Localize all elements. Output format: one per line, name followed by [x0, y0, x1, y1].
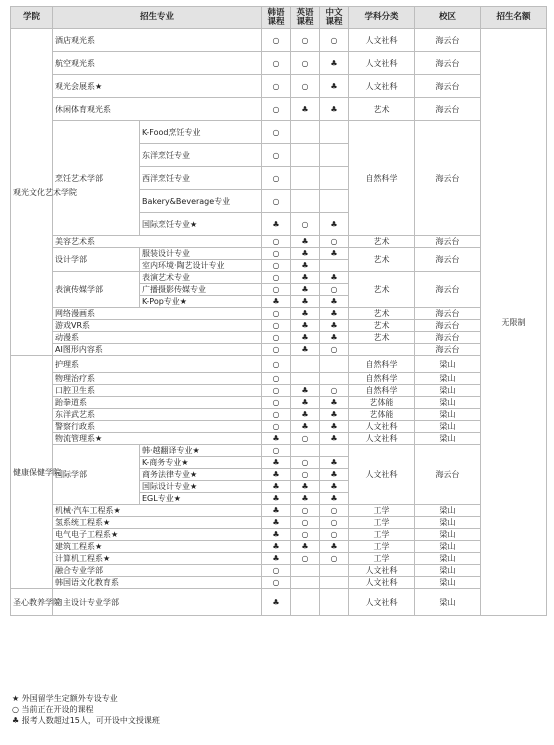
department-name: 口腔卫生系 [53, 385, 262, 397]
korean-course-mark: ♣ [262, 529, 291, 541]
english-course-mark: ♣ [291, 385, 320, 397]
english-course-mark: ○ [291, 457, 320, 469]
campus-name: 海云台 [415, 52, 481, 75]
subject-category: 自然科学 [349, 356, 415, 373]
english-course-mark [291, 356, 320, 373]
chinese-course-mark: ♣ [320, 469, 349, 481]
subject-category: 自然科学 [349, 373, 415, 385]
admission-table [10, 6, 547, 616]
header-subject-category: 学科分类 [349, 7, 415, 29]
major-name: 东洋烹饪专业 [140, 144, 262, 167]
chinese-course-mark: ○ [320, 344, 349, 356]
korean-course-mark: ○ [262, 332, 291, 344]
table-row [11, 541, 547, 553]
department-name: 氢系统工程系★ [53, 517, 262, 529]
korean-course-mark: ○ [262, 121, 291, 144]
chinese-course-mark: ○ [320, 553, 349, 565]
chinese-course-mark [320, 589, 349, 616]
campus-name: 海云台 [415, 248, 481, 272]
department-name: 烹饪艺术学部 [53, 121, 140, 236]
korean-course-mark: ○ [262, 144, 291, 167]
chinese-course-mark: ♣ [320, 493, 349, 505]
department-name: 观光会展系★ [53, 75, 262, 98]
campus-name: 海云台 [415, 308, 481, 320]
english-course-mark: ○ [291, 29, 320, 52]
campus-name: 海云台 [415, 75, 481, 98]
subject-category: 人文社科 [349, 589, 415, 616]
subject-category: 人文社科 [349, 421, 415, 433]
major-name: 国际烹饪专业★ [140, 213, 262, 236]
table-row [11, 121, 547, 144]
subject-category: 人文社科 [349, 75, 415, 98]
korean-course-mark: ♣ [262, 493, 291, 505]
english-course-mark [291, 589, 320, 616]
campus-name: 海云台 [415, 332, 481, 344]
subject-category: 工学 [349, 517, 415, 529]
english-course-mark: ○ [291, 469, 320, 481]
chinese-course-mark: ♣ [320, 248, 349, 260]
department-name: 表演传媒学部 [53, 272, 140, 308]
subject-category: 艺术 [349, 248, 415, 272]
chinese-course-mark: ♣ [320, 409, 349, 421]
major-name: Bakery&Beverage专业 [140, 190, 262, 213]
college-name: 观光文化艺术学院 [11, 29, 53, 356]
korean-course-mark: ○ [262, 397, 291, 409]
korean-course-mark: ○ [262, 308, 291, 320]
department-name: 融合专业学部 [53, 565, 262, 577]
english-course-mark [291, 167, 320, 190]
table-row [11, 385, 547, 397]
note-star: ★ 外国留学生定额外专设专业 [12, 694, 118, 703]
korean-course-mark: ○ [262, 320, 291, 332]
chinese-course-mark: ♣ [320, 308, 349, 320]
english-course-mark: ○ [291, 213, 320, 236]
english-course-mark: ♣ [291, 308, 320, 320]
campus-name: 梁山 [415, 421, 481, 433]
header-quota: 招生名额 [481, 7, 547, 29]
korean-course-mark: ♣ [262, 433, 291, 445]
table-row [11, 320, 547, 332]
korean-course-mark: ○ [262, 373, 291, 385]
major-name: 国际设计专业★ [140, 481, 262, 493]
korean-course-mark: ♣ [262, 469, 291, 481]
department-name: 休闲体育观光系 [53, 98, 262, 121]
table-row [11, 248, 547, 260]
english-course-mark: ♣ [291, 409, 320, 421]
table-row [11, 577, 547, 589]
note-circle: ○ 当前正在开设的课程 [12, 705, 94, 714]
english-course-mark: ♣ [291, 332, 320, 344]
english-course-mark: ○ [291, 505, 320, 517]
note-club: ♣ 报考人数超过15人，可开设中文授课班 [12, 716, 160, 725]
department-name: 游戏VR系 [53, 320, 262, 332]
campus-name: 梁山 [415, 385, 481, 397]
campus-name: 梁山 [415, 589, 481, 616]
chinese-course-mark: ○ [320, 385, 349, 397]
chinese-course-mark: ♣ [320, 320, 349, 332]
department-name: 物理治疗系 [53, 373, 262, 385]
college-name: 健康保健学院 [11, 356, 53, 589]
table-row [11, 445, 547, 457]
subject-category: 艺术 [349, 308, 415, 320]
major-name: K-商务专业★ [140, 457, 262, 469]
chinese-course-mark: ○ [320, 505, 349, 517]
chinese-course-mark: ♣ [320, 421, 349, 433]
chinese-course-mark: ♣ [320, 75, 349, 98]
major-name: 商务法律专业★ [140, 469, 262, 481]
table-row [11, 565, 547, 577]
english-course-mark [291, 373, 320, 385]
chinese-course-mark: ○ [320, 284, 349, 296]
subject-category: 工学 [349, 529, 415, 541]
campus-name: 海云台 [415, 236, 481, 248]
subject-category: 艺术 [349, 236, 415, 248]
department-name: 跆拳道系 [53, 397, 262, 409]
legend-notes [12, 693, 160, 726]
chinese-course-mark [320, 445, 349, 457]
table-row [11, 397, 547, 409]
department-name: 网络漫画系 [53, 308, 262, 320]
english-course-mark [291, 565, 320, 577]
subject-category: 人文社科 [349, 577, 415, 589]
chinese-course-mark: ♣ [320, 397, 349, 409]
department-name: 物流管理系★ [53, 433, 262, 445]
table-row [11, 421, 547, 433]
table-row [11, 505, 547, 517]
quota-value: 无限制 [481, 29, 547, 616]
department-name: 建筑工程系★ [53, 541, 262, 553]
major-name: 广播摄影传媒专业 [140, 284, 262, 296]
korean-course-mark: ○ [262, 284, 291, 296]
korean-course-mark: ♣ [262, 589, 291, 616]
english-course-mark [291, 577, 320, 589]
table-row [11, 308, 547, 320]
department-name: 计算机工程系★ [53, 553, 262, 565]
header-korean-course: 韩语课程 [262, 7, 291, 29]
korean-course-mark: ○ [262, 344, 291, 356]
department-name: 韩国语文化教育系 [53, 577, 262, 589]
college-name: 圣心教养学院 [11, 589, 53, 616]
chinese-course-mark [320, 577, 349, 589]
department-name: 自主设计专业学部 [53, 589, 262, 616]
korean-course-mark: ○ [262, 385, 291, 397]
chinese-course-mark: ○ [320, 29, 349, 52]
korean-course-mark: ○ [262, 577, 291, 589]
table-row [11, 75, 547, 98]
department-name: 国际学部 [53, 445, 140, 505]
table-row [11, 52, 547, 75]
table-row [11, 356, 547, 373]
english-course-mark: ♣ [291, 284, 320, 296]
chinese-course-mark [320, 190, 349, 213]
campus-name: 梁山 [415, 433, 481, 445]
korean-course-mark: ○ [262, 236, 291, 248]
korean-course-mark: ○ [262, 190, 291, 213]
header-major: 招生专业 [53, 7, 262, 29]
english-course-mark: ♣ [291, 421, 320, 433]
english-course-mark: ○ [291, 75, 320, 98]
chinese-course-mark: ○ [320, 529, 349, 541]
english-course-mark: ♣ [291, 260, 320, 272]
korean-course-mark: ○ [262, 248, 291, 260]
table-row [11, 553, 547, 565]
subject-category: 自然科学 [349, 121, 415, 236]
header-campus: 校区 [415, 7, 481, 29]
english-course-mark: ♣ [291, 397, 320, 409]
english-course-mark: ♣ [291, 344, 320, 356]
english-course-mark [291, 445, 320, 457]
campus-name: 梁山 [415, 553, 481, 565]
chinese-course-mark: ♣ [320, 541, 349, 553]
subject-category: 自然科学 [349, 385, 415, 397]
chinese-course-mark: ♣ [320, 272, 349, 284]
campus-name: 梁山 [415, 529, 481, 541]
subject-category: 工学 [349, 505, 415, 517]
campus-name: 海云台 [415, 98, 481, 121]
department-name: 机械·汽车工程系★ [53, 505, 262, 517]
table-row [11, 344, 547, 356]
subject-category: 艺术 [349, 332, 415, 344]
chinese-course-mark [320, 356, 349, 373]
subject-category: 人文社科 [349, 52, 415, 75]
subject-category: 艺体能 [349, 397, 415, 409]
major-name: 室内环境·陶艺设计专业 [140, 260, 262, 272]
campus-name: 梁山 [415, 356, 481, 373]
chinese-course-mark: ○ [320, 517, 349, 529]
campus-name: 海云台 [415, 272, 481, 308]
subject-category: 人文社科 [349, 565, 415, 577]
department-name: 航空观光系 [53, 52, 262, 75]
chinese-course-mark: ♣ [320, 52, 349, 75]
korean-course-mark: ○ [262, 29, 291, 52]
english-course-mark: ♣ [291, 493, 320, 505]
department-name: 东洋武艺系 [53, 409, 262, 421]
campus-name: 海云台 [415, 445, 481, 505]
subject-category: 艺术 [349, 272, 415, 308]
campus-name: 梁山 [415, 409, 481, 421]
header-row [11, 7, 547, 29]
table-row [11, 332, 547, 344]
campus-name: 梁山 [415, 397, 481, 409]
chinese-course-mark [320, 260, 349, 272]
chinese-course-mark: ○ [320, 236, 349, 248]
chinese-course-mark [320, 373, 349, 385]
korean-course-mark: ♣ [262, 457, 291, 469]
subject-category: 工学 [349, 553, 415, 565]
english-course-mark [291, 190, 320, 213]
chinese-course-mark [320, 167, 349, 190]
english-course-mark: ○ [291, 52, 320, 75]
subject-category: 艺术 [349, 98, 415, 121]
english-course-mark: ♣ [291, 248, 320, 260]
header-chinese-course: 中文课程 [320, 7, 349, 29]
subject-category: 工学 [349, 541, 415, 553]
english-course-mark: ♣ [291, 236, 320, 248]
korean-course-mark: ○ [262, 421, 291, 433]
department-name: 设计学部 [53, 248, 140, 272]
campus-name: 梁山 [415, 505, 481, 517]
table-row [11, 517, 547, 529]
chinese-course-mark [320, 121, 349, 144]
english-course-mark: ♣ [291, 481, 320, 493]
english-course-mark: ○ [291, 553, 320, 565]
table-row [11, 236, 547, 248]
subject-category: 人文社科 [349, 445, 415, 505]
chinese-course-mark [320, 144, 349, 167]
chinese-course-mark [320, 565, 349, 577]
table-row [11, 409, 547, 421]
header-english-course: 英语课程 [291, 7, 320, 29]
table-row [11, 29, 547, 52]
major-name: K-Pop专业★ [140, 296, 262, 308]
department-name: AI图形内容系 [53, 344, 262, 356]
chinese-course-mark: ♣ [320, 296, 349, 308]
chinese-course-mark: ♣ [320, 213, 349, 236]
subject-category: 艺体能 [349, 409, 415, 421]
korean-course-mark: ♣ [262, 296, 291, 308]
major-name: EGL专业★ [140, 493, 262, 505]
department-name: 动漫系 [53, 332, 262, 344]
campus-name: 梁山 [415, 373, 481, 385]
department-name: 美容艺术系 [53, 236, 262, 248]
department-name: 电气电子工程系★ [53, 529, 262, 541]
header-college: 学院 [11, 7, 53, 29]
english-course-mark: ♣ [291, 296, 320, 308]
table-row [11, 433, 547, 445]
campus-name: 海云台 [415, 29, 481, 52]
major-name: 表演艺术专业 [140, 272, 262, 284]
table-row [11, 589, 547, 616]
subject-category: 艺术 [349, 320, 415, 332]
campus-name: 海云台 [415, 320, 481, 332]
english-course-mark: ♣ [291, 98, 320, 121]
english-course-mark [291, 121, 320, 144]
chinese-course-mark: ♣ [320, 457, 349, 469]
major-name: 服装设计专业 [140, 248, 262, 260]
korean-course-mark: ○ [262, 356, 291, 373]
korean-course-mark: ○ [262, 98, 291, 121]
campus-name: 梁山 [415, 517, 481, 529]
major-name: K-Food烹饪专业 [140, 121, 262, 144]
chinese-course-mark: ♣ [320, 332, 349, 344]
korean-course-mark: ○ [262, 75, 291, 98]
english-course-mark: ○ [291, 529, 320, 541]
table-row [11, 98, 547, 121]
english-course-mark: ♣ [291, 272, 320, 284]
subject-category: 人文社科 [349, 29, 415, 52]
korean-course-mark: ○ [262, 260, 291, 272]
campus-name: 海云台 [415, 344, 481, 356]
major-name: 韩·越翻译专业★ [140, 445, 262, 457]
korean-course-mark: ○ [262, 167, 291, 190]
english-course-mark: ○ [291, 433, 320, 445]
korean-course-mark: ○ [262, 445, 291, 457]
table-row [11, 529, 547, 541]
korean-course-mark: ○ [262, 409, 291, 421]
campus-name: 海云台 [415, 121, 481, 236]
table-row [11, 272, 547, 284]
korean-course-mark: ○ [262, 52, 291, 75]
department-name: 警察行政系 [53, 421, 262, 433]
korean-course-mark: ♣ [262, 541, 291, 553]
chinese-course-mark: ♣ [320, 481, 349, 493]
campus-name: 梁山 [415, 541, 481, 553]
subject-category: 人文社科 [349, 433, 415, 445]
korean-course-mark: ○ [262, 272, 291, 284]
chinese-course-mark: ♣ [320, 98, 349, 121]
major-name: 西洋烹饪专业 [140, 167, 262, 190]
subject-category [349, 344, 415, 356]
table-row [11, 373, 547, 385]
campus-name: 梁山 [415, 565, 481, 577]
korean-course-mark: ♣ [262, 481, 291, 493]
chinese-course-mark: ♣ [320, 433, 349, 445]
english-course-mark: ♣ [291, 320, 320, 332]
korean-course-mark: ♣ [262, 553, 291, 565]
english-course-mark [291, 144, 320, 167]
korean-course-mark: ♣ [262, 213, 291, 236]
korean-course-mark: ♣ [262, 505, 291, 517]
department-name: 酒店观光系 [53, 29, 262, 52]
korean-course-mark: ○ [262, 565, 291, 577]
department-name: 护理系 [53, 356, 262, 373]
english-course-mark: ○ [291, 517, 320, 529]
english-course-mark: ♣ [291, 541, 320, 553]
korean-course-mark: ♣ [262, 517, 291, 529]
campus-name: 梁山 [415, 577, 481, 589]
